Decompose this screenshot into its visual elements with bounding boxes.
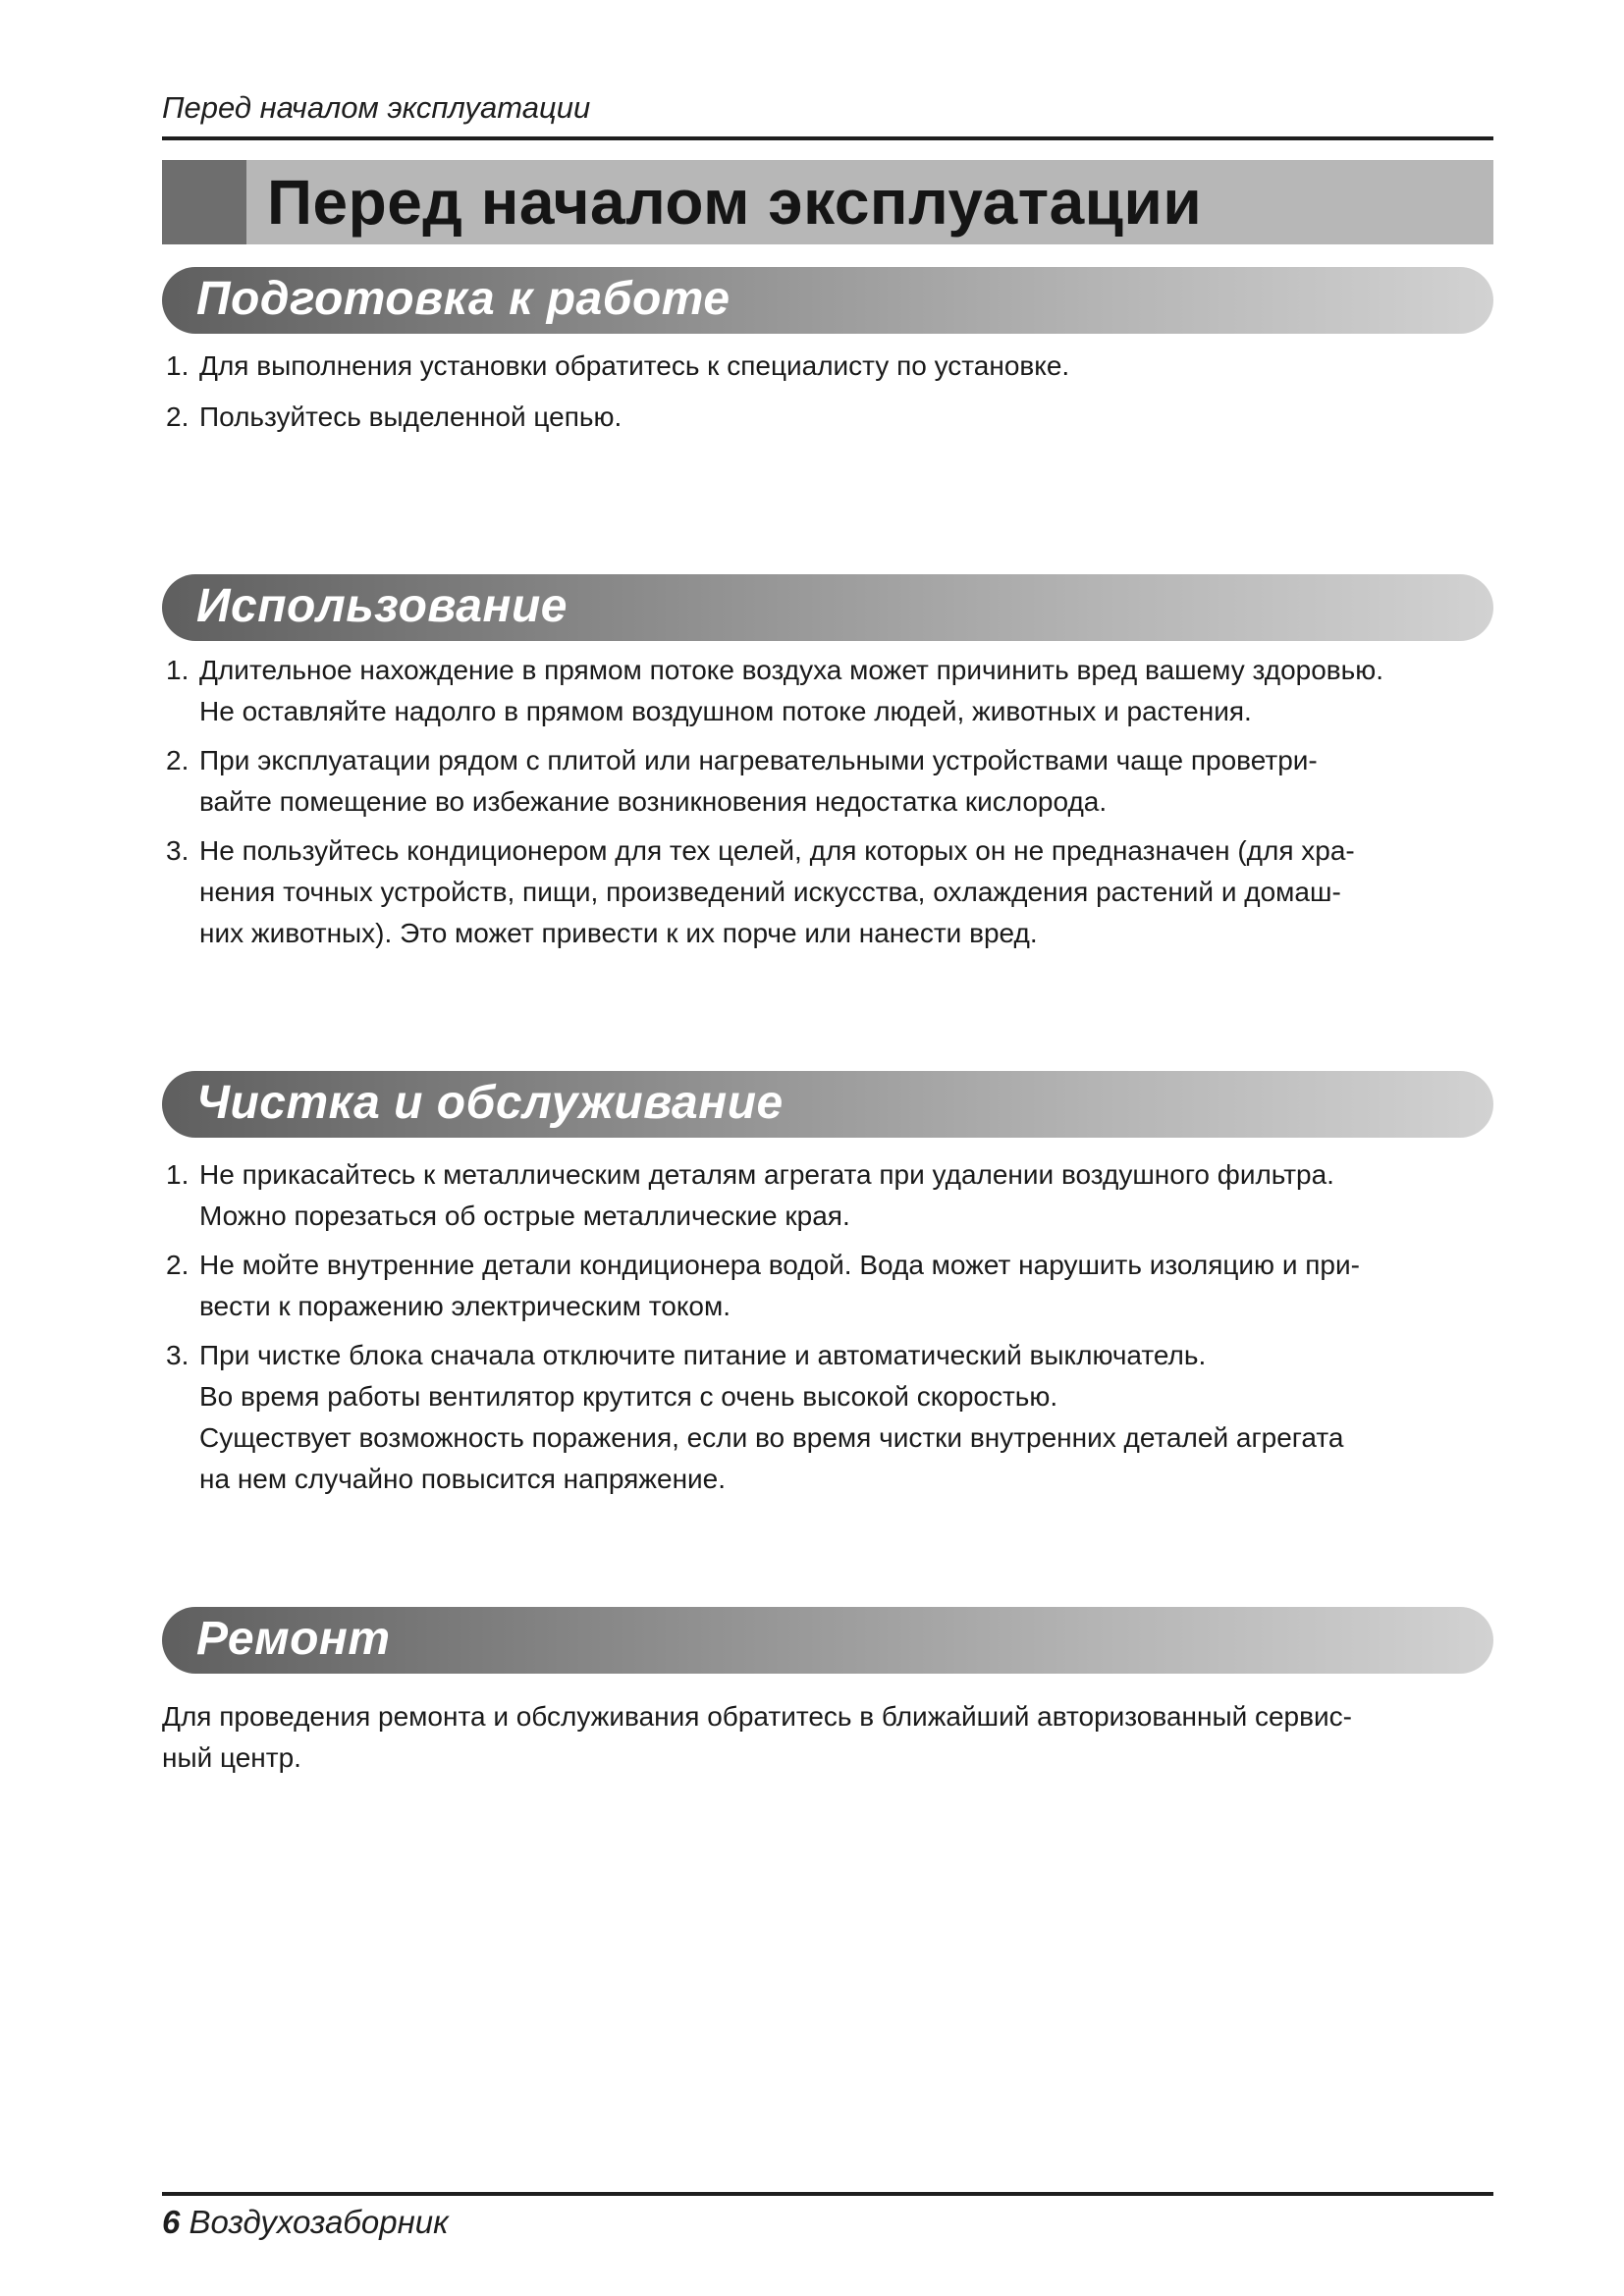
item-number: 2. <box>166 401 189 432</box>
section-heading: Подготовка к работе <box>196 273 731 325</box>
item-number: 2. <box>166 1250 189 1280</box>
page-footer <box>162 2204 449 2241</box>
title-bar <box>162 160 1493 244</box>
item-line: вайте помещение во избежание возникновения недостатка кислорода. <box>199 786 1108 817</box>
section-header-preparation <box>162 267 1493 334</box>
list-item <box>162 397 1493 438</box>
item-line: Можно порезаться об острые металлические края. <box>199 1201 850 1231</box>
list-item <box>162 740 1493 823</box>
item-number: 1. <box>166 1159 189 1190</box>
header-rule <box>162 136 1493 140</box>
item-line: Не оставляйте надолго в прямом воздушном потоке людей, животных и растения. <box>199 696 1252 726</box>
list-item <box>162 650 1493 732</box>
section-heading: Использование <box>196 580 568 632</box>
section-heading: Ремонт <box>196 1613 391 1665</box>
preparation-list <box>162 346 1493 438</box>
footer-label: Воздухозаборник <box>189 2204 449 2240</box>
paragraph-line: ный центр. <box>162 1742 301 1773</box>
paragraph-line: Для проведения ремонта и обслуживания обратитесь в ближайший авторизованный сервис- <box>162 1701 1352 1732</box>
item-line: При чистке блока сначала отключите питание и автоматический выключатель. <box>199 1340 1207 1370</box>
list-item <box>162 830 1493 954</box>
section-header-cleaning <box>162 1071 1493 1138</box>
item-line: них животных). Это может привести к их порче или нанести вред. <box>199 918 1038 948</box>
item-line: Не мойте внутренние детали кондиционера водой. Вода может нарушить изоляцию и при- <box>199 1250 1360 1280</box>
page-title: Перед началом эксплуатации <box>267 167 1203 238</box>
item-number: 1. <box>166 350 189 381</box>
running-head: Перед началом эксплуатации <box>162 90 591 125</box>
item-text: Для выполнения установки обратитесь к специалисту по установке. <box>199 350 1070 381</box>
footer-rule <box>162 2192 1493 2196</box>
list-item <box>162 1154 1493 1237</box>
list-item <box>162 1245 1493 1327</box>
item-line: вести к поражению электрическим током. <box>199 1291 731 1321</box>
item-line: Длительное нахождение в прямом потоке воздуха может причинить вред вашему здоровью. <box>199 655 1384 685</box>
item-text: Пользуйтесь выделенной цепью. <box>199 401 623 432</box>
title-accent-block <box>162 160 246 244</box>
section-header-usage <box>162 574 1493 641</box>
item-number: 1. <box>166 655 189 685</box>
item-number: 3. <box>166 835 189 866</box>
item-number: 3. <box>166 1340 189 1370</box>
section-header-repair <box>162 1607 1493 1674</box>
list-item <box>162 346 1493 387</box>
item-number: 2. <box>166 745 189 775</box>
item-line: нения точных устройств, пищи, произведений искусства, охлаждения растений и домаш- <box>199 877 1341 907</box>
section-heading: Чистка и обслуживание <box>196 1077 784 1129</box>
item-line: При эксплуатации рядом с плитой или нагревательными устройствами чаще проветри- <box>199 745 1318 775</box>
list-item <box>162 1335 1493 1500</box>
page-number: 6 <box>162 2204 181 2240</box>
item-line: Не прикасайтесь к металлическим деталям агрегата при удалении воздушного фильтра. <box>199 1159 1334 1190</box>
repair-paragraph <box>162 1696 1493 1779</box>
cleaning-list <box>162 1154 1493 1500</box>
item-line: на нем случайно повысится напряжение. <box>199 1464 727 1494</box>
usage-list <box>162 650 1493 954</box>
item-line: Во время работы вентилятор крутится с очень высокой скоростью. <box>199 1381 1058 1412</box>
item-line: Существует возможность поражения, если во время чистки внутренних деталей агрегата <box>199 1422 1344 1453</box>
item-line: Не пользуйтесь кондиционером для тех целей, для которых он не предназначен (для хра- <box>199 835 1355 866</box>
